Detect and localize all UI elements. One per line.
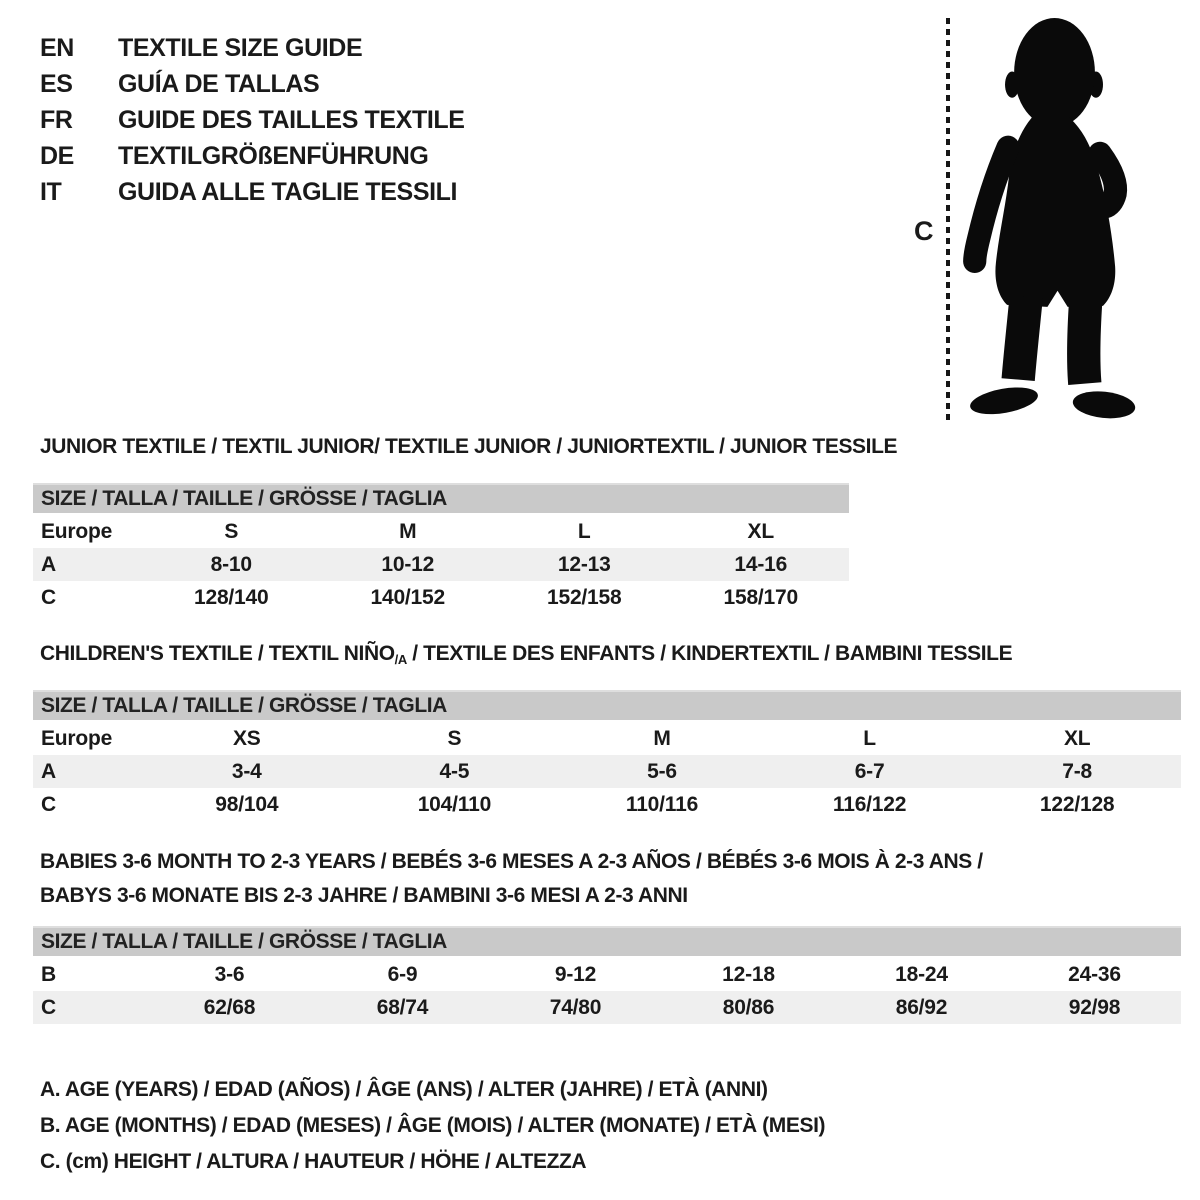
row-label: C <box>41 793 56 816</box>
height-dashed-line <box>946 18 950 420</box>
height-value: 62/68 <box>203 996 256 1019</box>
age-value: 6-7 <box>854 760 885 783</box>
height-value: 140/152 <box>370 586 445 609</box>
children-size-table <box>33 690 1181 821</box>
legend-age-months: B. AGE (MONTHS) / EDAD (MESES) / ÂGE (MOIS) / ALTER (MONATE) / ETÀ (MESI) <box>40 1114 826 1137</box>
size-col: XL <box>747 520 774 543</box>
size-col: L <box>863 727 876 750</box>
size-col: L <box>577 520 591 543</box>
height-value: 152/158 <box>546 586 622 609</box>
children-title-suffix: / TEXTILE DES ENFANTS / KINDERTEXTIL / BAMBINI TESSILE <box>406 642 1013 665</box>
size-col: S <box>447 727 462 750</box>
junior-section-title: JUNIOR TEXTILE / TEXTIL JUNIOR/ TEXTILE JUNIOR / JUNIORTEXTIL / JUNIOR TESSILE <box>40 435 898 458</box>
age-value: 14-16 <box>734 553 788 576</box>
size-col: M <box>653 727 671 750</box>
height-value: 110/116 <box>625 793 699 816</box>
children-title-subscript: /A <box>394 652 407 667</box>
height-measure-figure <box>900 14 1180 424</box>
age-value: 7-8 <box>1062 760 1093 783</box>
row-label: B <box>41 963 56 986</box>
age-value: 10-12 <box>381 553 435 576</box>
size-header-bar: SIZE / TALLA / TAILLE / GRÖSSE / TAGLIA <box>33 483 849 513</box>
language-title: TEXTILGRÖßENFÜHRUNG <box>118 142 429 170</box>
children-section-title <box>40 642 1012 667</box>
height-value: 68/74 <box>376 996 429 1019</box>
size-col: XL <box>1063 727 1091 750</box>
language-code: EN <box>40 34 74 62</box>
size-header-bar: SIZE / TALLA / TAILLE / GRÖSSE / TAGLIA <box>33 690 1181 720</box>
row-label: C <box>41 996 56 1019</box>
size-col: M <box>399 520 417 543</box>
height-value: 74/80 <box>549 996 602 1019</box>
babies-size-table <box>33 926 1181 1024</box>
language-code: IT <box>40 178 62 206</box>
months-value: 6-9 <box>387 963 418 986</box>
age-value: 12-13 <box>557 553 611 576</box>
babies-title-line2: BABYS 3-6 MONATE BIS 2-3 JAHRE / BAMBINI 3-6 MESI A 2-3 ANNI <box>40 884 688 907</box>
junior-europe-row <box>33 515 849 548</box>
children-europe-row <box>33 722 1181 755</box>
junior-age-row <box>33 548 849 581</box>
toddler-silhouette-icon <box>960 16 1145 420</box>
height-value: 128/140 <box>193 586 269 609</box>
children-title-prefix: CHILDREN'S TEXTILE / TEXTIL NIÑO <box>40 642 395 665</box>
height-value: 92/98 <box>1068 996 1121 1019</box>
height-value: 80/86 <box>722 996 775 1019</box>
language-row-es <box>40 66 465 102</box>
row-label: C <box>41 586 56 609</box>
row-label: A <box>41 553 56 576</box>
row-label: A <box>41 760 56 783</box>
language-title: GUIDA ALLE TAGLIE TESSILI <box>118 178 458 206</box>
language-title: TEXTILE SIZE GUIDE <box>118 34 363 62</box>
language-code: ES <box>40 70 73 98</box>
language-row-fr <box>40 102 465 138</box>
language-title: GUÍA DE TALLAS <box>118 70 320 98</box>
size-col: S <box>224 520 239 543</box>
height-value: 122/128 <box>1039 793 1115 816</box>
children-height-row <box>33 788 1181 821</box>
region-label: Europe <box>41 520 113 543</box>
language-title-list <box>40 30 465 210</box>
size-header-bar: SIZE / TALLA / TAILLE / GRÖSSE / TAGLIA <box>33 926 1181 956</box>
measurement-legend <box>40 1072 825 1180</box>
language-code: FR <box>40 106 73 134</box>
height-value: 86/92 <box>895 996 948 1019</box>
months-value: 18-24 <box>895 963 948 986</box>
months-value: 12-18 <box>722 963 775 986</box>
age-value: 4-5 <box>439 760 470 783</box>
babies-months-row <box>33 958 1181 991</box>
language-code: DE <box>40 142 74 170</box>
height-value: 116/122 <box>832 793 907 816</box>
junior-height-row <box>33 581 849 614</box>
children-age-row <box>33 755 1181 788</box>
size-col: XS <box>232 727 261 750</box>
junior-size-table <box>33 483 849 614</box>
language-row-en <box>40 30 465 66</box>
months-value: 3-6 <box>214 963 245 986</box>
height-value: 158/170 <box>723 586 798 609</box>
babies-section-title <box>40 845 983 913</box>
height-value: 98/104 <box>215 793 279 816</box>
region-label: Europe <box>41 727 113 750</box>
age-value: 8-10 <box>210 553 252 576</box>
height-value: 104/110 <box>417 793 492 816</box>
language-row-it <box>40 174 465 210</box>
months-value: 9-12 <box>554 963 597 986</box>
legend-age-years: A. AGE (YEARS) / EDAD (AÑOS) / ÂGE (ANS) / ALTER (JAHRE) / ETÀ (ANNI) <box>40 1078 768 1101</box>
age-value: 3-4 <box>231 760 262 783</box>
months-value: 24-36 <box>1068 963 1121 986</box>
age-value: 5-6 <box>647 760 677 783</box>
babies-height-row <box>33 991 1181 1024</box>
legend-height-cm: C. (cm) HEIGHT / ALTURA / HAUTEUR / HÖHE / ALTEZZA <box>40 1150 587 1173</box>
language-title: GUIDE DES TAILLES TEXTILE <box>118 106 465 134</box>
measure-c-label: C <box>914 216 934 246</box>
babies-title-line1: BABIES 3-6 MONTH TO 2-3 YEARS / BEBÉS 3-6 MESES A 2-3 AÑOS / BÉBÉS 3-6 MOIS À 2-3 ANS / <box>40 850 983 873</box>
language-row-de <box>40 138 465 174</box>
